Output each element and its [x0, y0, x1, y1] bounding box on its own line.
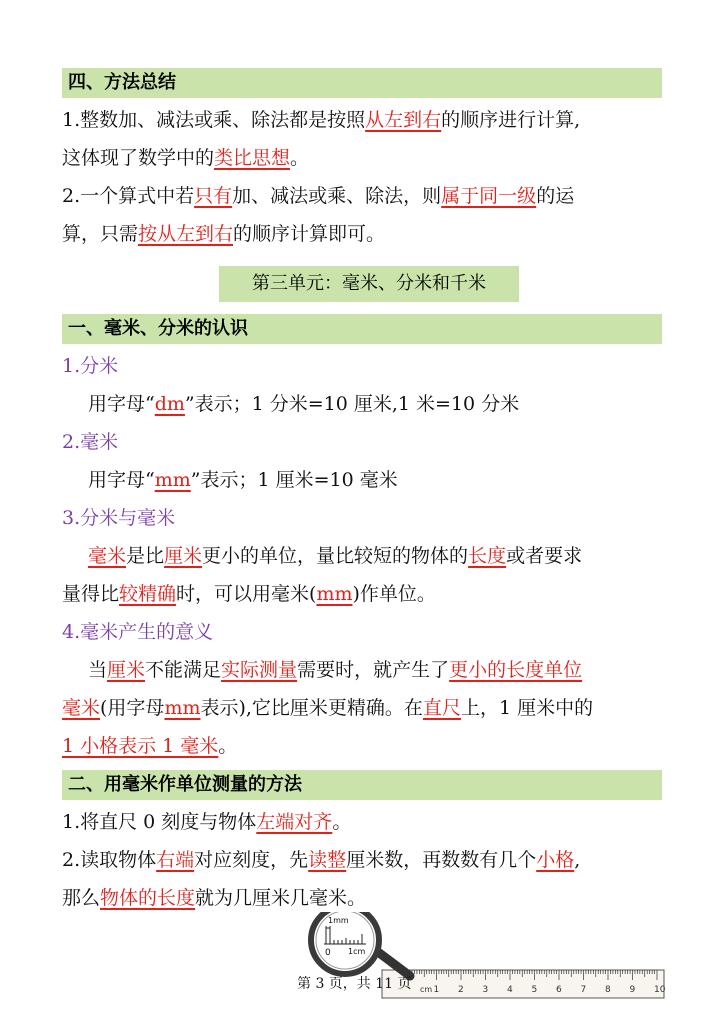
text-span: 更小的单位，量比较短的物体的: [202, 545, 469, 567]
text-span: 那么: [62, 887, 101, 909]
text-span: 的顺序进行计算,: [441, 109, 581, 131]
highlight-text: 左端对齐: [256, 811, 333, 833]
ruler-number: 1: [433, 985, 440, 995]
magnifier-label-1cm: 1cm: [348, 947, 366, 956]
ruler-number: 4: [507, 985, 513, 995]
highlight-text: 只有: [194, 185, 233, 207]
text-span: 用字母“: [88, 469, 155, 491]
highlight-text: mm: [164, 697, 201, 719]
paragraph-line: [88, 656, 582, 684]
text-span: ”表示；1 厘米=10 毫米: [190, 469, 398, 491]
text-span: 的顺序计算即可。: [233, 223, 386, 245]
highlight-text: 较精确: [119, 583, 177, 605]
text-span: 上，1 厘米中的: [460, 697, 594, 719]
text-span: 就为几厘米几毫米。: [195, 887, 367, 909]
ruler-number: 3: [482, 985, 489, 995]
highlight-text: 小格: [536, 849, 575, 871]
paragraph-line: [62, 808, 351, 836]
unit-title: 第三单元：毫米、分米和千米: [219, 266, 519, 302]
paragraph-line: [88, 466, 398, 494]
text-span: 表示),它比厘米更精确。在: [200, 697, 423, 719]
highlight-text: 长度: [468, 545, 507, 567]
section-heading-mm-dm: 一、毫米、分米的认识: [62, 314, 662, 344]
text-span: 这体现了数学中的: [62, 147, 215, 169]
ruler-number: 6: [556, 985, 562, 995]
highlight-text: 厘米: [107, 659, 146, 681]
highlight-text: 实际测量: [221, 659, 298, 681]
ruler-unit-label: cm: [420, 985, 433, 994]
paragraph-line: [62, 732, 237, 760]
text-span: 。: [332, 811, 352, 833]
highlight-text: 直尺: [422, 697, 461, 719]
text-span: 。: [218, 735, 238, 757]
paragraph-line: [88, 542, 582, 570]
text-span: 2.读取物体: [62, 849, 157, 871]
text-span: 2.一个算式中若: [62, 185, 195, 207]
section-heading-measure-method: 二、用毫米作单位测量的方法: [62, 770, 662, 800]
text-span: (用字母: [100, 697, 165, 719]
text-span: 对应刻度，先: [194, 849, 309, 871]
highlight-text: 毫米: [88, 545, 127, 567]
paragraph-line: [62, 694, 593, 722]
ruler-number: 8: [605, 985, 611, 995]
highlight-text: 毫米: [62, 697, 101, 719]
paragraph-line: [62, 580, 436, 608]
paragraph-line: [62, 106, 580, 134]
paragraph-line: [62, 846, 580, 874]
page-footer: 第 3 页，共 11 页: [297, 976, 412, 992]
subsection-title: 2.毫米: [62, 431, 119, 453]
text-span: 时，可以用毫米(: [176, 583, 317, 605]
subsection-title: 3.分米与毫米: [62, 507, 176, 529]
highlight-text: 从左到右: [365, 109, 442, 131]
highlight-text: 物体的长度: [100, 887, 196, 909]
paragraph-line: [62, 144, 309, 172]
magnifier-label-0: 0: [325, 948, 331, 958]
magnifier-icon: [311, 912, 410, 976]
highlight-text: 按从左到右: [138, 223, 234, 245]
ruler-magnifier-illustration: [300, 912, 672, 1012]
ruler-number: 7: [580, 985, 587, 995]
text-span: 量得比: [62, 583, 120, 605]
highlight-text: 读整: [308, 849, 347, 871]
highlight-text: mm: [154, 469, 191, 491]
text-span: 当: [88, 659, 108, 681]
text-span: )作单位。: [352, 583, 436, 605]
ruler-number: 10: [654, 985, 666, 995]
highlight-text: mm: [316, 583, 353, 605]
text-span: 算，只需: [62, 223, 139, 245]
text-span: 用字母“: [88, 393, 155, 415]
text-span: 需要时，就产生了: [297, 659, 450, 681]
text-span: 厘米数，再数数有几个: [346, 849, 537, 871]
section-heading-method-summary: 四、方法总结: [62, 68, 662, 98]
ruler-number: 2: [458, 985, 464, 995]
paragraph-line: [62, 220, 385, 248]
text-span: 1.将直尺 0 刻度与物体: [62, 811, 257, 833]
highlight-text: 属于同一级: [441, 185, 537, 207]
text-span: 的运: [536, 185, 575, 207]
subsection-title: 4.毫米产生的意义: [62, 621, 214, 643]
highlight-text: 类比思想: [214, 147, 291, 169]
text-span: 。: [290, 147, 310, 169]
paragraph-line: [88, 390, 519, 418]
highlight-text: 厘米: [164, 545, 203, 567]
ruler: [382, 970, 666, 998]
text-span: ”表示；1 分米=10 厘米,1 米=10 分米: [184, 393, 520, 415]
subsection-title: 1.分米: [62, 355, 119, 377]
highlight-text: dm: [154, 393, 185, 415]
paragraph-line: [62, 884, 366, 912]
text-span: 不能满足: [145, 659, 222, 681]
ruler-number: 9: [629, 985, 636, 995]
paragraph-line: [62, 182, 574, 210]
magnifier-label-1mm: 1mm: [328, 916, 349, 925]
text-span: 或者要求: [506, 545, 583, 567]
highlight-text: 1 小格表示 1 毫米: [62, 735, 219, 757]
text-span: 加、减法或乘、除法，则: [232, 185, 442, 207]
text-span: 1.整数加、减法或乘、除法都是按照: [62, 109, 366, 131]
highlight-text: 右端: [156, 849, 195, 871]
highlight-text: 更小的长度单位: [449, 659, 583, 681]
text-span: 是比: [126, 545, 165, 567]
text-span: ,: [574, 849, 581, 871]
ruler-number: 5: [531, 985, 538, 995]
